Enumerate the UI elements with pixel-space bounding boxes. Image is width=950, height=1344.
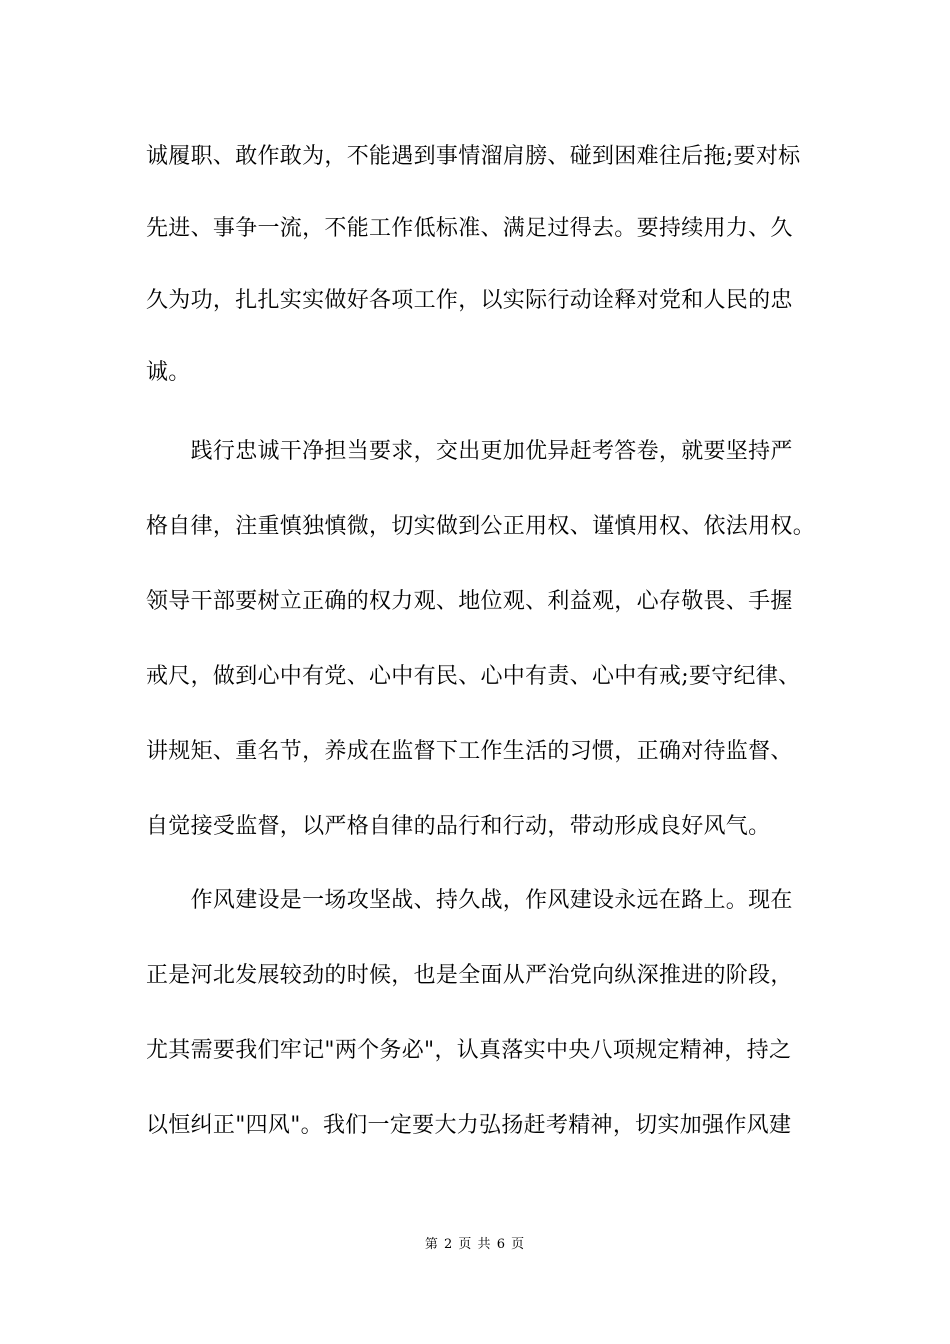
body-text-line: 格自律，注重慎独慎微，切实做到公正用权、谨慎用权、依法用权。 [146, 514, 816, 539]
body-text-line: 戒尺，做到心中有党、心中有民、心中有责、心中有戒;要守纪律、 [146, 664, 801, 689]
body-text-line: 践行忠诚干净担当要求，交出更加优异赶考答卷，就要坚持严 [146, 439, 793, 464]
body-text-line: 诚履职、敢作敢为，不能遇到事情溜肩膀、碰到困难往后拖;要对标 [146, 144, 801, 169]
body-text-line: 讲规矩、重名节，养成在监督下工作生活的习惯，正确对待监督、 [146, 739, 793, 764]
body-text-line: 久为功，扎扎实实做好各项工作，以实际行动诠释对党和人民的忠 [146, 288, 793, 313]
page-number-footer: 第 2 页 共 6 页 [424, 1237, 526, 1252]
body-text-line: 自觉接受监督，以严格自律的品行和行动，带动形成良好风气。 [146, 814, 771, 839]
body-text-line: 正是河北发展较劲的时候，也是全面从严治党向纵深推进的阶段， [146, 963, 793, 988]
body-text-line: 领导干部要树立正确的权力观、地位观、利益观，心存敬畏、手握 [146, 589, 793, 614]
body-text-line: 尤其需要我们牢记"两个务必"，认真落实中央八项规定精神，持之 [146, 1038, 792, 1063]
body-text-line: 诚。 [146, 360, 191, 385]
body-text-line: 以恒纠正"四风"。我们一定要大力弘扬赶考精神，切实加强作风建 [146, 1113, 792, 1138]
body-text-line: 先进、事争一流，不能工作低标准、满足过得去。要持续用力、久 [146, 216, 793, 241]
body-text-line: 作风建设是一场攻坚战、持久战，作风建设永远在路上。现在 [146, 888, 793, 913]
